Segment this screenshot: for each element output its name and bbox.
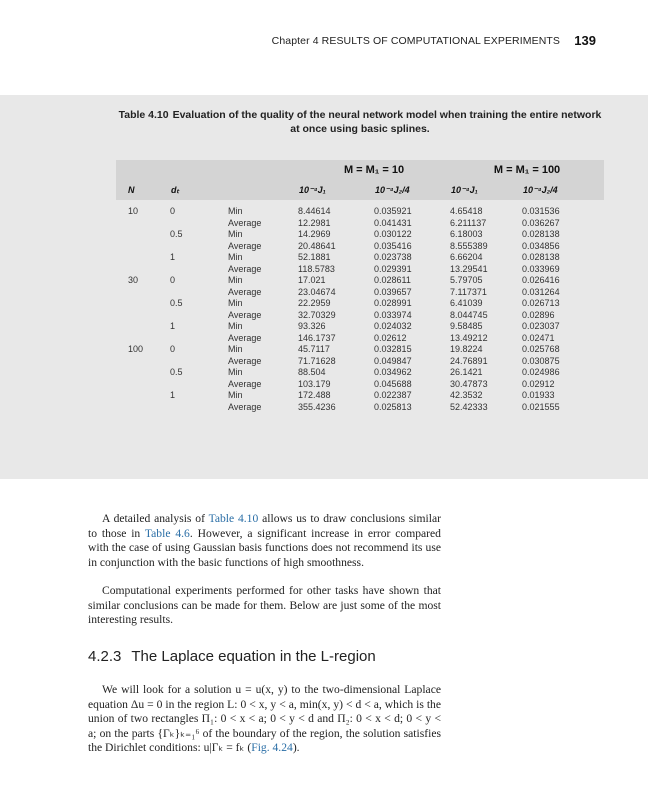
table-row <box>116 356 604 368</box>
n-cell <box>116 310 170 322</box>
value-cell: 0.02896 <box>522 309 555 320</box>
value-cell: 118.5783 <box>298 263 335 274</box>
page-number: 139 <box>574 33 596 48</box>
stat-cell: Min <box>228 252 243 262</box>
stat-cell: Average <box>228 263 262 274</box>
value-cell: 7.117371 <box>450 286 487 297</box>
value-cell: 6.211137 <box>450 217 487 228</box>
table-label: Table 4.10 <box>118 109 169 121</box>
value-cell: 45.7117 <box>298 344 330 354</box>
table-row <box>116 241 604 253</box>
value-cell: 0.024032 <box>374 321 412 331</box>
value-cell: 0.023037 <box>522 321 560 331</box>
n-cell <box>116 379 170 391</box>
stat-cell: Average <box>228 240 262 251</box>
dt-cell <box>170 264 228 276</box>
table-caption <box>116 108 604 136</box>
dt-cell: 1 <box>170 252 176 262</box>
stat-cell: Average <box>228 332 262 343</box>
column-header: 10⁻⁴J₂/4 <box>522 180 604 200</box>
n-cell <box>116 367 170 379</box>
value-cell: 355.4236 <box>298 401 336 412</box>
para1-text-a: A detailed analysis of <box>102 512 209 525</box>
value-cell: 52.1881 <box>298 252 331 262</box>
group-header-m10: M = M₁ = 10 <box>298 160 450 180</box>
value-cell: 13.29541 <box>450 263 488 274</box>
stat-cell: Min <box>228 344 243 354</box>
value-cell: 52.42333 <box>450 401 488 412</box>
table-row <box>116 218 604 230</box>
value-cell: 0.031264 <box>522 286 560 297</box>
n-cell <box>116 298 170 310</box>
value-cell: 0.02912 <box>522 378 555 389</box>
stat-cell: Average <box>228 378 262 389</box>
value-cell: 0.025768 <box>522 344 560 354</box>
n-cell: 10 <box>128 206 139 216</box>
value-cell: 0.022387 <box>374 390 412 400</box>
column-header: N <box>116 180 170 200</box>
value-cell: 8.44614 <box>298 206 331 216</box>
column-header-row <box>116 180 604 200</box>
value-cell: 0.02612 <box>374 332 407 343</box>
value-cell: 146.1737 <box>298 332 336 343</box>
column-header <box>228 180 298 200</box>
stat-cell: Min <box>228 206 243 216</box>
dt-cell: 0 <box>170 275 176 285</box>
dt-cell <box>170 287 228 299</box>
table-row <box>116 367 604 379</box>
value-cell: 0.02471 <box>522 332 555 343</box>
column-header: 10⁻⁴J₁ <box>450 180 522 200</box>
value-cell: 4.65418 <box>450 206 483 216</box>
value-cell: 12.2981 <box>298 217 331 228</box>
value-cell: 0.028138 <box>522 229 560 239</box>
column-header: dₜ <box>170 180 228 200</box>
value-cell: 0.028138 <box>522 252 560 262</box>
value-cell: 24.76891 <box>450 355 488 366</box>
running-header <box>0 33 596 53</box>
table-row <box>116 390 604 402</box>
n-cell <box>116 218 170 230</box>
stat-cell: Average <box>228 309 262 320</box>
dt-cell <box>170 310 228 322</box>
n-cell <box>116 264 170 276</box>
value-cell: 0.023738 <box>374 252 412 262</box>
paragraph-analysis <box>88 512 441 570</box>
n-cell <box>116 287 170 299</box>
group-header-m100: M = M₁ = 100 <box>450 160 604 180</box>
value-cell: 0.024986 <box>522 367 560 377</box>
column-header: 10⁻⁴J₁ <box>298 180 374 200</box>
para1-text-c: . However, a significant increase in error compared with the case of using Gaussian basis functions does not recommend its use in conjunction with the basic functions of high smoothness. <box>88 526 441 569</box>
value-cell: 0.034962 <box>374 367 412 377</box>
table-4-6-link[interactable]: Table 4.6 <box>144 526 190 540</box>
n-cell <box>116 321 170 333</box>
dt-cell <box>170 379 228 391</box>
value-cell: 5.79705 <box>450 275 483 285</box>
value-cell: 0.034856 <box>522 240 560 251</box>
table-row <box>116 275 604 287</box>
dt-cell: 0 <box>170 344 176 354</box>
value-cell: 17.021 <box>298 275 326 285</box>
stat-cell: Min <box>228 275 243 285</box>
value-cell: 0.049847 <box>374 355 412 366</box>
para3-text-b: ). <box>292 741 300 755</box>
stat-cell: Min <box>228 321 243 331</box>
table-row <box>116 321 604 333</box>
dt-cell: 0.5 <box>170 367 183 377</box>
chapter-title: Chapter 4 RESULTS OF COMPUTATIONAL EXPERIMENTS <box>271 35 560 47</box>
value-cell: 32.70329 <box>298 309 336 320</box>
column-header: 10⁻⁴J₂/4 <box>374 180 450 200</box>
value-cell: 0.039657 <box>374 286 412 297</box>
value-cell: 30.47873 <box>450 378 488 389</box>
value-cell: 0.045688 <box>374 378 412 389</box>
stat-cell: Average <box>228 286 262 297</box>
section-heading <box>88 648 376 665</box>
para1-text-b: allows us to draw conclusions similar to those in <box>88 512 441 540</box>
table-row <box>116 344 604 356</box>
results-table <box>116 160 604 413</box>
value-cell: 71.71628 <box>298 355 336 366</box>
stat-cell: Min <box>228 298 243 308</box>
table-row <box>116 229 604 241</box>
n-cell: 100 <box>128 344 144 354</box>
value-cell: 0.030122 <box>374 229 412 239</box>
stat-cell: Average <box>228 401 262 412</box>
value-cell: 0.032815 <box>374 344 412 354</box>
value-cell: 13.49212 <box>450 332 488 343</box>
value-cell: 19.8224 <box>450 344 483 354</box>
fig-4-24-link[interactable]: Fig. 4.24 <box>251 741 293 755</box>
n-cell: 30 <box>128 275 139 285</box>
value-cell: 103.179 <box>298 378 331 389</box>
value-cell: 93.326 <box>298 321 326 331</box>
n-cell <box>116 390 170 402</box>
dt-cell: 1 <box>170 390 176 400</box>
table-row <box>116 200 604 218</box>
stat-cell: Average <box>228 217 262 228</box>
dt-cell <box>170 218 228 230</box>
value-cell: 88.504 <box>298 367 326 377</box>
table-row <box>116 333 604 345</box>
value-cell: 23.04674 <box>298 286 336 297</box>
dt-cell: 0.5 <box>170 229 183 239</box>
n-cell <box>116 229 170 241</box>
value-cell: 0.025813 <box>374 401 412 412</box>
value-cell: 172.488 <box>298 390 331 400</box>
value-cell: 0.01933 <box>522 390 555 400</box>
table-row <box>116 379 604 391</box>
stat-cell: Average <box>228 355 262 366</box>
table-row <box>116 264 604 276</box>
value-cell: 0.030875 <box>522 355 560 366</box>
table-row <box>116 252 604 264</box>
table-caption-text: Evaluation of the quality of the neural network model when training the entire network at once using basic splines. <box>172 109 602 135</box>
value-cell: 6.66204 <box>450 252 483 262</box>
para3-text-a: We will look for a solution u = u(x, y) to the two-dimensional Laplace equation Δu = 0 in the region L: 0 < x, y < a, min(x, y) < d < a, which is the union of two rectangles Π₁: 0 < x < a; 0 < y < d and Π₂: 0 < x < d; 0 < y < a; on the parts {Γₖ}ₖ₌₁⁶ of the boundary of the region, the solution satisfies the Dirichlet conditions: u|Γₖ = fₖ ( <box>88 683 441 755</box>
dt-cell <box>170 241 228 253</box>
value-cell: 0.021555 <box>522 401 560 412</box>
table-row <box>116 310 604 322</box>
value-cell: 0.033969 <box>522 263 560 274</box>
value-cell: 0.035416 <box>374 240 412 251</box>
value-cell: 0.035921 <box>374 206 412 216</box>
table-row <box>116 402 604 414</box>
value-cell: 0.029391 <box>374 263 412 274</box>
n-cell <box>116 252 170 264</box>
dt-cell <box>170 333 228 345</box>
value-cell: 22.2959 <box>298 298 331 308</box>
dt-cell <box>170 402 228 414</box>
value-cell: 0.041431 <box>374 217 412 228</box>
dt-cell <box>170 356 228 368</box>
dt-cell: 0 <box>170 206 176 216</box>
section-title: The Laplace equation in the L-region <box>131 648 376 665</box>
value-cell: 8.044745 <box>450 309 488 320</box>
dt-cell: 0.5 <box>170 298 183 308</box>
table-4-10-link[interactable]: Table 4.10 <box>208 512 259 525</box>
value-cell: 14.2969 <box>298 229 331 239</box>
n-cell <box>116 241 170 253</box>
value-cell: 42.3532 <box>450 390 483 400</box>
group-header-row <box>116 160 604 180</box>
value-cell: 0.028611 <box>374 275 411 285</box>
stat-cell: Min <box>228 390 243 400</box>
value-cell: 0.026416 <box>522 275 560 285</box>
value-cell: 20.48641 <box>298 240 336 251</box>
stat-cell: Min <box>228 229 243 239</box>
value-cell: 6.41039 <box>450 298 483 308</box>
table-row <box>116 298 604 310</box>
n-cell <box>116 356 170 368</box>
paragraph-experiments: Computational experiments performed for other tasks have shown that similar conclusions can be made for them. Below are just some of the most interesting results. <box>88 584 441 627</box>
value-cell: 0.036267 <box>522 217 560 228</box>
dt-cell: 1 <box>170 321 176 331</box>
value-cell: 26.1421 <box>450 367 483 377</box>
paragraph-laplace <box>88 683 441 756</box>
n-cell <box>116 333 170 345</box>
value-cell: 8.555389 <box>450 240 488 251</box>
value-cell: 0.026713 <box>522 298 560 308</box>
section-number: 4.2.3 <box>88 648 122 665</box>
value-cell: 0.031536 <box>522 206 560 216</box>
value-cell: 6.18003 <box>450 229 483 239</box>
value-cell: 0.028991 <box>374 298 412 308</box>
value-cell: 9.58485 <box>450 321 483 331</box>
table-row <box>116 287 604 299</box>
value-cell: 0.033974 <box>374 309 412 320</box>
n-cell <box>116 402 170 414</box>
stat-cell: Min <box>228 367 243 377</box>
